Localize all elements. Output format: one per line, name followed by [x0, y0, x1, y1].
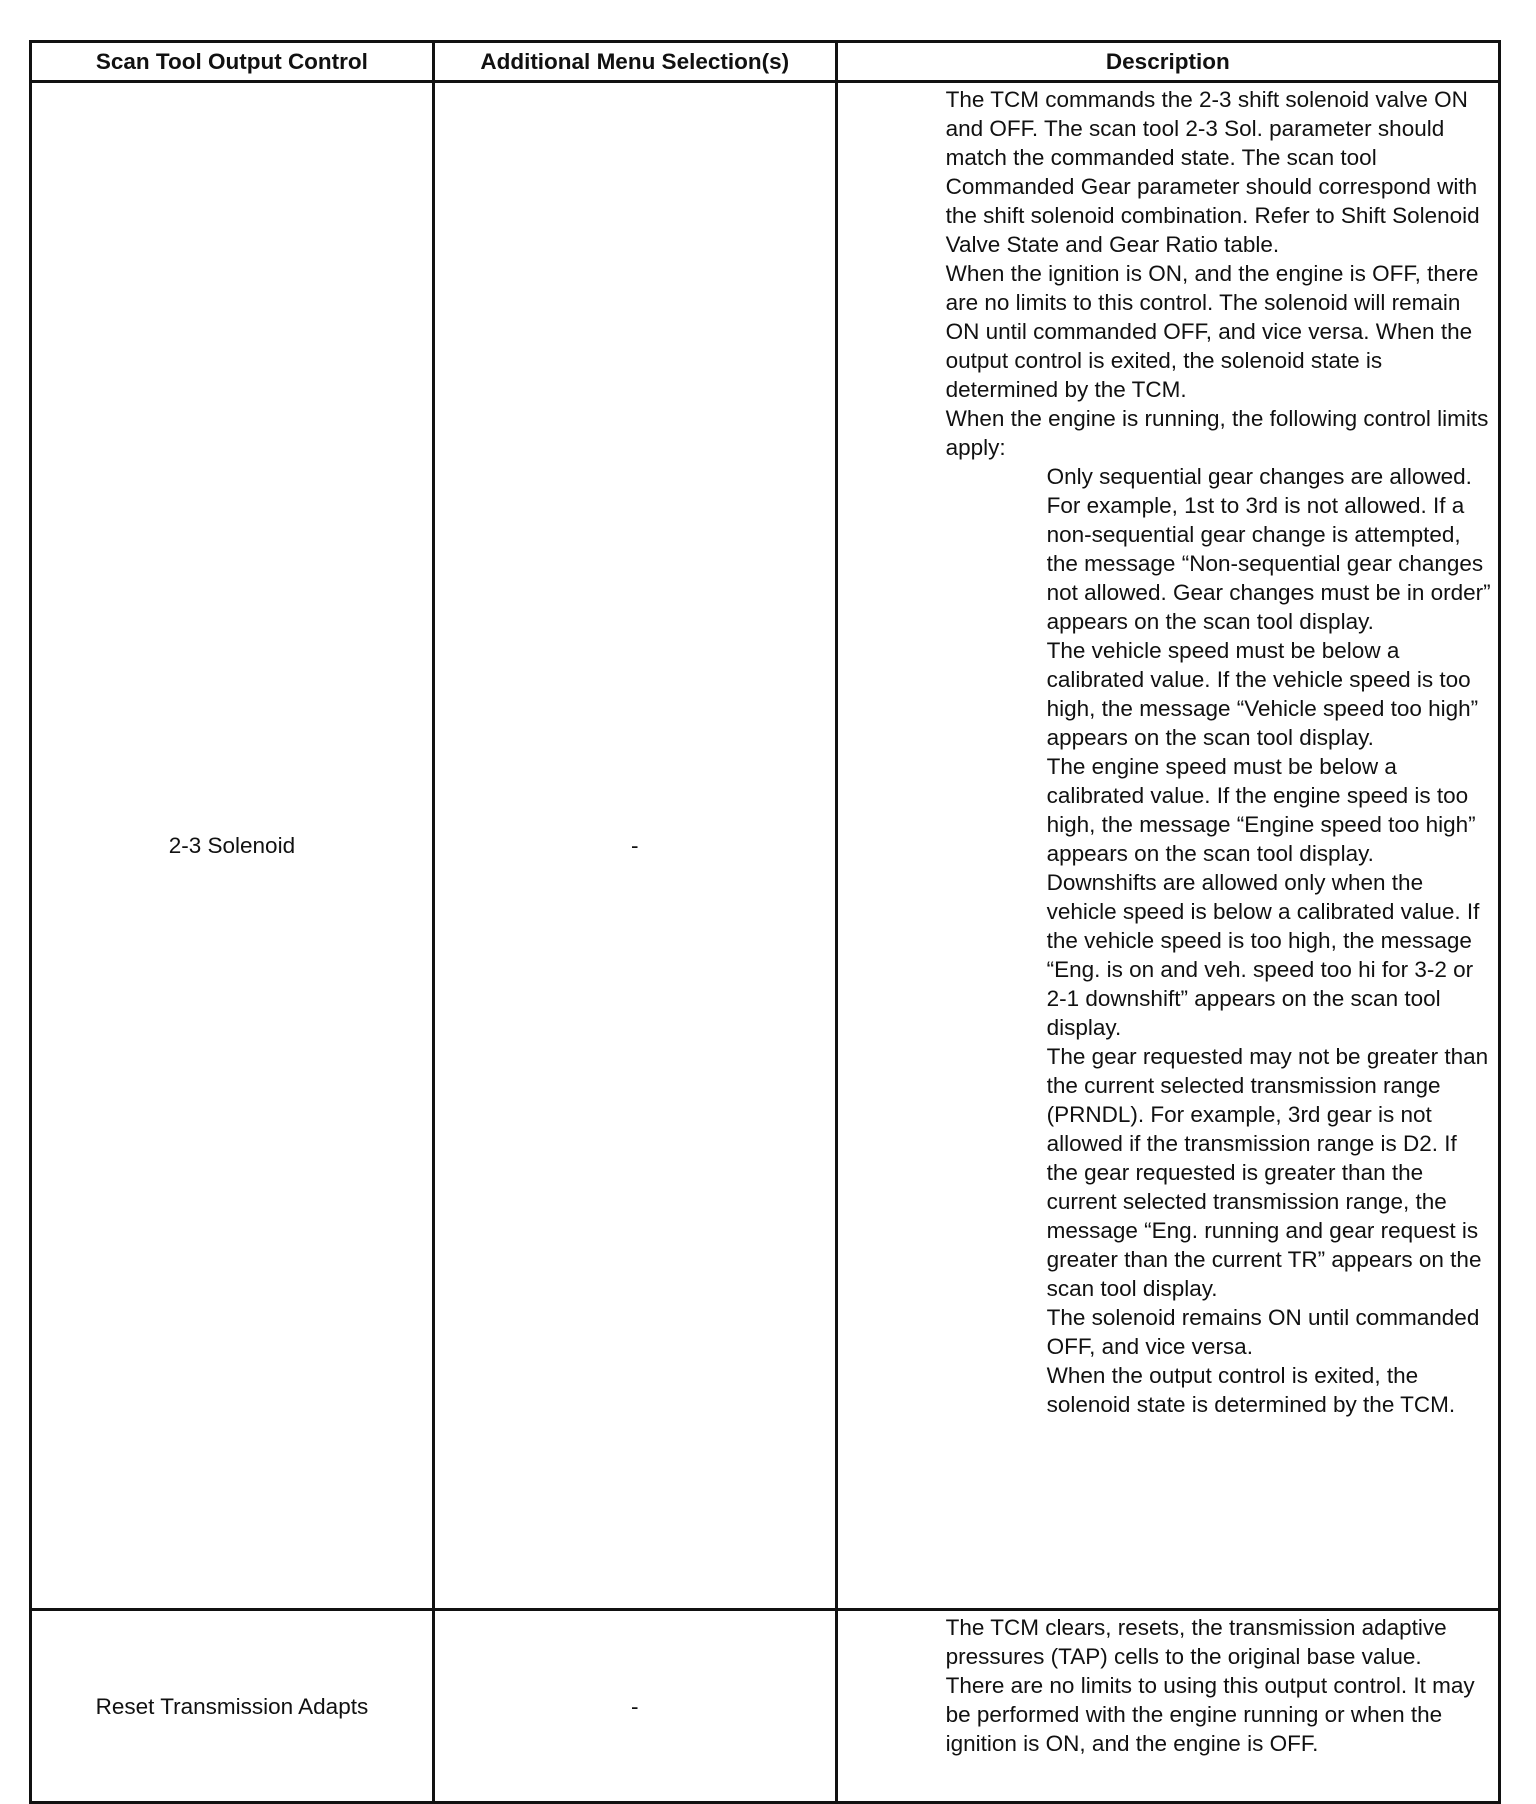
description-paragraph: When the engine is running, the following control limits apply: [945, 406, 1489, 460]
control-name-cell: Reset Transmission Adapts [31, 1610, 434, 1803]
menu-selection-cell: - [433, 82, 836, 1610]
table-header-row [31, 42, 1500, 82]
description-cell [836, 1610, 1499, 1803]
control-limit-item: The gear requested may not be greater than the current selected transmission range (PRNDL). For example, 3rd gear is not allowed if the transmission range is D2. If the gear requested is greater than the current selected transmission range, the message “Eng. running and gear request is greater than the current TR” appears on the scan tool display. [1046, 1044, 1489, 1301]
table-row-reset-transmission-adapts [31, 1610, 1500, 1803]
table-row-2-3-solenoid [31, 82, 1500, 1610]
header-description: Description [836, 42, 1499, 82]
control-limit-item: The engine speed must be below a calibrated value. If the engine speed is too high, the message “Engine speed too high” appears on the scan tool display. [1046, 754, 1476, 866]
control-limit-item: The vehicle speed must be below a calibrated value. If the vehicle speed is too high, the message “Vehicle speed too high” appears on the scan tool display. [1046, 638, 1479, 750]
description-paragraph: The TCM clears, resets, the transmission adaptive pressures (TAP) cells to the original base value. [945, 1615, 1447, 1669]
control-limit-item: Only sequential gear changes are allowed. For example, 1st to 3rd is not allowed. If a non-sequential gear change is attempted, the message “Non-sequential gear changes not allowed. Gear changes must be in order” appears on the scan tool display. [1046, 464, 1491, 634]
header-scan-tool-output-control: Scan Tool Output Control [31, 42, 434, 82]
output-control-table [29, 40, 1501, 1804]
description-paragraph: There are no limits to using this output control. It may be performed with the engine running or when the ignition is ON, and the engine is OFF. [945, 1673, 1475, 1756]
menu-selection-cell: - [433, 1610, 836, 1803]
control-limit-item: The solenoid remains ON until commanded OFF, and vice versa. [1046, 1305, 1480, 1359]
description-cell [836, 82, 1499, 1610]
description-paragraph: When the ignition is ON, and the engine is OFF, there are no limits to this control. The solenoid will remain ON until commanded OFF, and vice versa. When the output control is exited, the solenoid state is determined by the TCM. [945, 261, 1479, 402]
control-limit-item: When the output control is exited, the solenoid state is determined by the TCM. [1046, 1363, 1456, 1417]
control-limits-list [946, 462, 1494, 1419]
header-additional-menu-selections: Additional Menu Selection(s) [433, 42, 836, 82]
control-name-cell: 2-3 Solenoid [31, 82, 434, 1610]
control-limit-item: Downshifts are allowed only when the vehicle speed is below a calibrated value. If the vehicle speed is too high, the message “Eng. is on and veh. speed too hi for 3-2 or 2-1 downshift” appears on the scan tool display. [1046, 870, 1480, 1040]
description-paragraph: The TCM commands the 2-3 shift solenoid valve ON and OFF. The scan tool 2-3 Sol. parameter should match the commanded state. The scan tool Commanded Gear parameter should correspond with the shift solenoid combination. Refer to Shift Solenoid Valve State and Gear Ratio table. [945, 87, 1480, 257]
